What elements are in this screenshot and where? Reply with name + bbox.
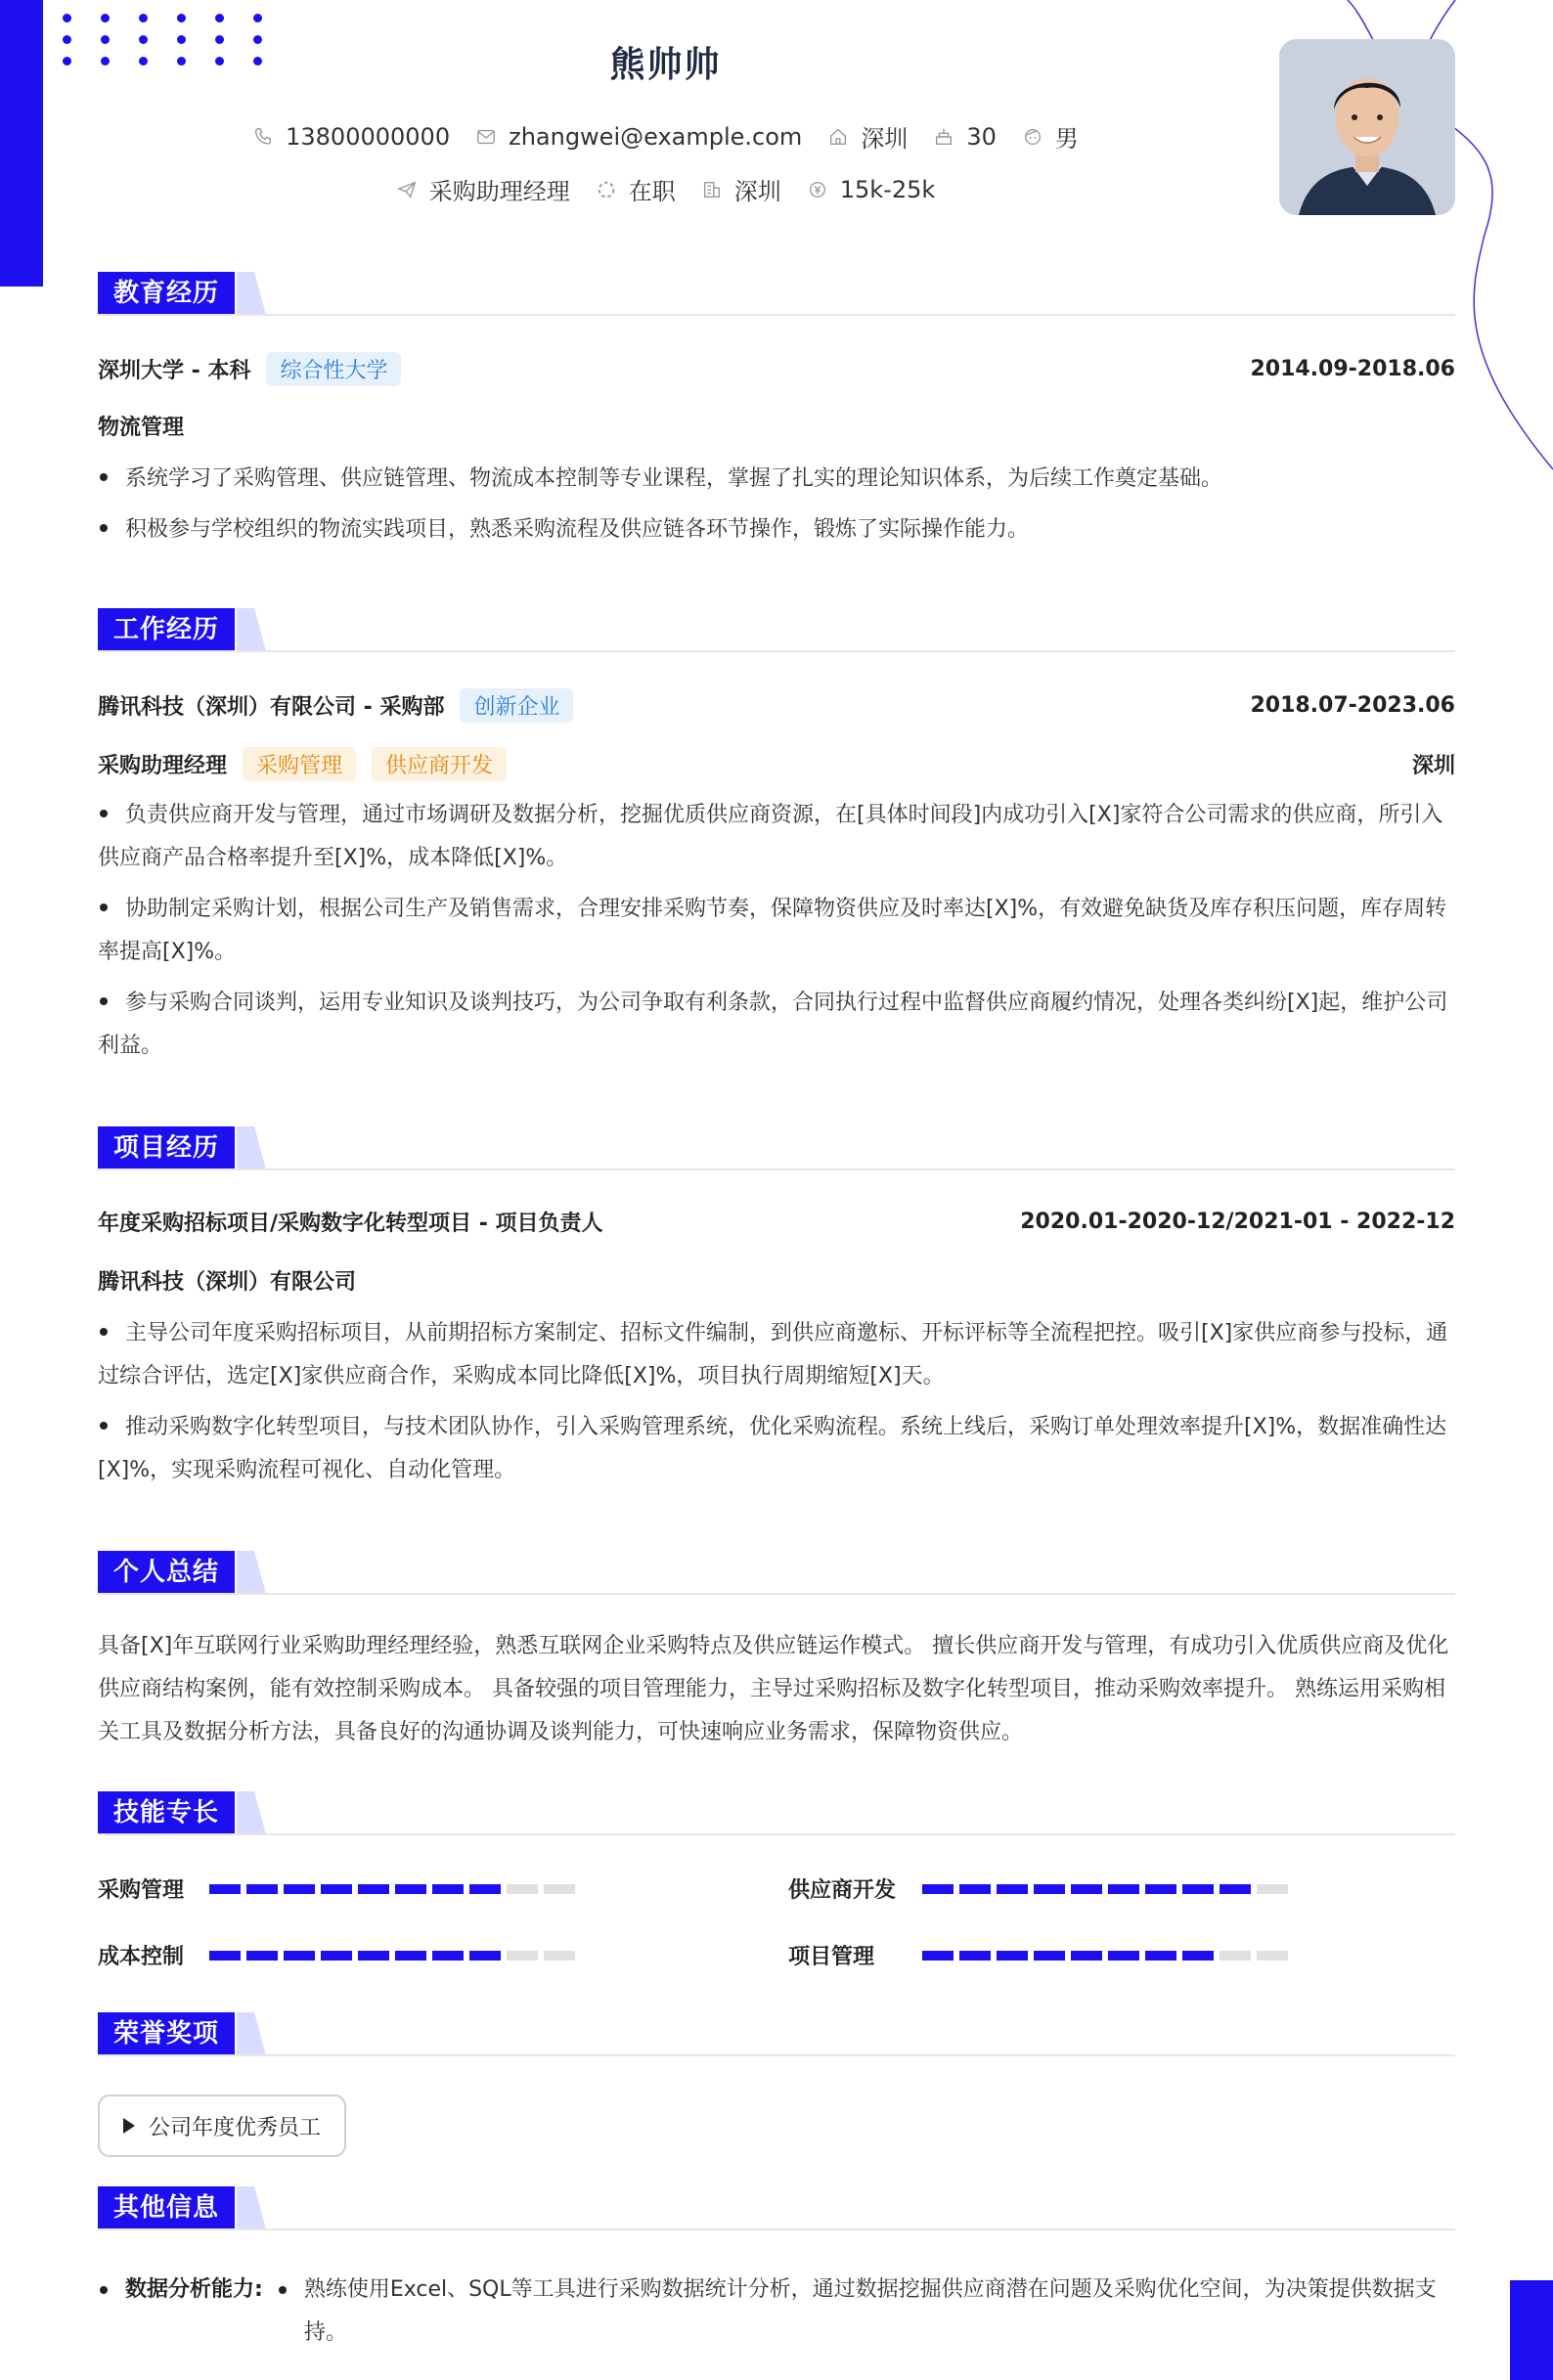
skill-level-segment bbox=[246, 1884, 278, 1894]
decorative-dot bbox=[101, 14, 110, 22]
age-item bbox=[933, 123, 997, 151]
role-name: 采购助理经理 bbox=[98, 754, 228, 778]
skill-level-segment bbox=[922, 1951, 954, 1961]
building-icon bbox=[701, 179, 723, 200]
section-title bbox=[98, 1791, 1455, 1834]
section-title-label: 技能专长 bbox=[98, 1791, 235, 1834]
section-title-accent bbox=[237, 272, 266, 315]
education-section bbox=[98, 272, 1455, 542]
phone-icon bbox=[252, 126, 274, 148]
section-divider bbox=[98, 2228, 1455, 2230]
section-title bbox=[98, 2012, 1455, 2055]
profile-photo bbox=[1279, 39, 1455, 215]
major-name: 物流管理 bbox=[98, 416, 185, 440]
status-icon bbox=[596, 179, 617, 200]
face-icon bbox=[1022, 126, 1043, 148]
skill-level-segment bbox=[1145, 1951, 1176, 1961]
section-title-label: 工作经历 bbox=[98, 608, 235, 651]
work-section bbox=[98, 608, 1455, 1058]
mail-icon bbox=[475, 126, 497, 148]
section-title bbox=[98, 2186, 1455, 2229]
skill-level-bar bbox=[922, 1884, 1288, 1894]
section-title-accent bbox=[237, 608, 266, 651]
phone-text: 13800000000 bbox=[286, 122, 451, 151]
position-text: 采购助理经理 bbox=[428, 178, 570, 205]
project-section bbox=[98, 1126, 1455, 1482]
section-title-label: 荣誉奖项 bbox=[98, 2012, 235, 2055]
skill-level-segment bbox=[284, 1884, 315, 1894]
skill-name: 成本控制 bbox=[98, 1945, 185, 1969]
status-text: 在职 bbox=[628, 178, 676, 205]
section-divider bbox=[98, 1593, 1455, 1595]
status-item bbox=[596, 172, 676, 206]
project-company: 腾讯科技（深圳）有限公司 bbox=[98, 1270, 357, 1295]
section-title-accent bbox=[237, 2186, 266, 2229]
phone-item bbox=[252, 123, 450, 151]
summary-text: 具备[X]年互联网行业采购助理经理经验，熟悉互联网企业采购特点及供应链运作模式。 擅长供应商开发与管理，有成功引入优质供应商及优化供应商结构案例，能有效控制采购成本。 具备较强的项目管理能力，主导过采购招标及数字化转型项目，推动采购效率提升。 熟练运用采购相关工具及数据分析方法，具备良好的沟通协调及谈判能力，可快速响应业务需求，保障物资供应。 bbox=[98, 1634, 1449, 1744]
skill-level-segment bbox=[321, 1884, 352, 1894]
decorative-dot bbox=[63, 35, 71, 44]
cake-icon bbox=[933, 126, 954, 148]
skill-item bbox=[788, 1873, 1288, 1904]
salary-item bbox=[807, 176, 936, 203]
age-text: 30 bbox=[966, 122, 997, 151]
skill-level-segment bbox=[507, 1951, 538, 1961]
list-item: 系统学习了采购管理、供应链管理、物流成本控制等专业课程，掌握了扎实的理论知识体系，为后续工作奠定基础。 bbox=[98, 458, 1455, 501]
decorative-dot bbox=[253, 14, 262, 22]
skill-level-segment bbox=[209, 1951, 241, 1961]
section-title bbox=[98, 272, 1455, 315]
other-info-item bbox=[98, 2269, 1455, 2355]
role-tag: 供应商开发 bbox=[372, 747, 507, 781]
play-icon bbox=[123, 2118, 135, 2134]
skill-level-segment bbox=[507, 1884, 538, 1894]
skill-level-segment bbox=[1108, 1884, 1139, 1894]
skill-name: 采购管理 bbox=[98, 1878, 185, 1903]
section-divider bbox=[98, 2054, 1455, 2056]
decorative-dot bbox=[177, 14, 186, 22]
education-bullets bbox=[98, 458, 1455, 559]
skill-level-segment bbox=[1071, 1951, 1102, 1961]
skill-level-segment bbox=[432, 1951, 464, 1961]
section-divider bbox=[98, 1833, 1455, 1835]
city-item bbox=[827, 119, 908, 154]
skill-level-segment bbox=[469, 1884, 501, 1894]
email-item bbox=[475, 123, 802, 151]
skill-level-segment bbox=[1182, 1951, 1214, 1961]
section-title-label: 个人总结 bbox=[98, 1551, 235, 1594]
summary-section bbox=[98, 1551, 1455, 1744]
decorative-dot bbox=[139, 14, 148, 22]
project-bullets bbox=[98, 1312, 1455, 1500]
salary-text: 15k-25k bbox=[839, 175, 936, 203]
skill-name: 供应商开发 bbox=[788, 1878, 897, 1903]
section-title-label: 教育经历 bbox=[98, 272, 235, 315]
decorative-dot bbox=[63, 14, 71, 22]
skill-level-segment bbox=[358, 1884, 389, 1894]
skill-level-segment bbox=[469, 1951, 501, 1961]
skill-level-segment bbox=[395, 1951, 426, 1961]
decorative-dot bbox=[63, 57, 71, 66]
skill-level-segment bbox=[922, 1884, 954, 1894]
coin-icon bbox=[807, 179, 828, 200]
list-item: 负责供应商开发与管理，通过市场调研及数据分析，挖掘优质供应商资源，在[具体时间段]内成功引入[X]家符合公司需求的供应商，所引入供应商产品合格率提升至[X]%，成本降低[X]%。 bbox=[98, 803, 1443, 870]
list-item: 参与采购合同谈判，运用专业知识及谈判技巧，为公司争取有利条款，合同执行过程中监督供应商履约情况，处理各类纠纷[X]起，维护公司利益。 bbox=[98, 991, 1448, 1058]
skill-level-segment bbox=[997, 1951, 1028, 1961]
skill-level-segment bbox=[1220, 1884, 1251, 1894]
skill-level-segment bbox=[959, 1884, 991, 1894]
section-title bbox=[98, 1551, 1455, 1594]
work-header-row bbox=[98, 688, 1455, 723]
school-tag: 综合性大学 bbox=[266, 352, 401, 386]
skill-level-bar bbox=[209, 1884, 575, 1894]
section-title-accent bbox=[237, 1551, 266, 1594]
job-intent-row bbox=[98, 172, 1233, 206]
role-row bbox=[98, 747, 1455, 781]
contact-row bbox=[98, 119, 1233, 154]
award-item bbox=[98, 2094, 346, 2157]
target-city-item bbox=[701, 172, 781, 206]
skill-level-segment bbox=[1182, 1884, 1214, 1894]
skill-item bbox=[788, 1940, 1288, 1970]
send-icon bbox=[396, 179, 418, 200]
target-city-text: 深圳 bbox=[733, 178, 781, 205]
work-period: 2018.07-2023.06 bbox=[1250, 693, 1455, 718]
project-name: 年度采购招标项目/采购数字化转型项目 - 项目负责人 bbox=[98, 1212, 603, 1236]
skill-level-segment bbox=[1108, 1951, 1139, 1961]
section-title bbox=[98, 608, 1455, 651]
gender-text: 男 bbox=[1054, 125, 1079, 153]
section-title-label: 项目经历 bbox=[98, 1126, 235, 1169]
list-item: 主导公司年度采购招标项目，从前期招标方案制定、招标文件编制，到供应商邀标、开标评标等全流程把控。吸引[X]家供应商参与投标，通过综合评估，选定[X]家供应商合作，采购成本同比降低[X]%，项目执行周期缩短[X]天。 bbox=[98, 1321, 1448, 1388]
position-item bbox=[396, 172, 570, 206]
company-tag: 创新企业 bbox=[460, 688, 573, 723]
skill-level-segment bbox=[209, 1884, 241, 1894]
skill-level-segment bbox=[246, 1951, 278, 1961]
skill-level-segment bbox=[321, 1951, 352, 1961]
section-title-accent bbox=[237, 1791, 266, 1834]
school-name: 深圳大学 - 本科 bbox=[98, 359, 251, 383]
skill-level-bar bbox=[922, 1951, 1288, 1961]
section-title-accent bbox=[237, 2012, 266, 2055]
role-tag: 采购管理 bbox=[243, 747, 356, 781]
skill-level-segment bbox=[358, 1951, 389, 1961]
skills-section bbox=[98, 1791, 1455, 1967]
section-title-label: 其他信息 bbox=[98, 2186, 235, 2229]
list-item: 积极参与学校组织的物流实践项目，熟悉采购流程及供应链各环节操作，锻炼了实际操作能力。 bbox=[98, 508, 1455, 551]
skill-level-segment bbox=[544, 1951, 575, 1961]
section-divider bbox=[98, 314, 1455, 316]
skill-name: 项目管理 bbox=[788, 1945, 875, 1969]
education-period: 2014.09-2018.06 bbox=[1250, 357, 1455, 381]
award-name: 公司年度优秀员工 bbox=[149, 2115, 322, 2140]
list-item: 推动采购数字化转型项目，与技术团队协作，引入采购管理系统，优化采购流程。系统上线后，采购订单处理效率提升[X]%，数据准确性达[X]%，实现采购流程可视化、自动化管理。 bbox=[98, 1415, 1447, 1482]
list-item: 协助制定采购计划，根据公司生产及销售需求，合理安排采购节奏，保障物资供应及时率达[X]%，有效避免缺货及库存积压问题，库存周转率提高[X]%。 bbox=[98, 897, 1447, 964]
decorative-dot bbox=[215, 14, 224, 22]
skill-level-segment bbox=[395, 1884, 426, 1894]
decorative-bar-right bbox=[1510, 2280, 1553, 2380]
skill-level-segment bbox=[1257, 1884, 1288, 1894]
skill-item bbox=[98, 1873, 575, 1904]
other-section bbox=[98, 2186, 1455, 2362]
skill-item bbox=[98, 1940, 575, 1970]
skill-level-segment bbox=[997, 1884, 1028, 1894]
skill-level-segment bbox=[284, 1951, 315, 1961]
home-icon bbox=[827, 126, 849, 148]
awards-section bbox=[98, 2012, 1455, 2159]
work-bullets bbox=[98, 794, 1455, 1076]
section-title-accent bbox=[237, 1126, 266, 1169]
city-text: 深圳 bbox=[861, 125, 909, 153]
email-text: zhangwei@example.com bbox=[509, 122, 803, 151]
skill-level-segment bbox=[1071, 1884, 1102, 1894]
section-divider bbox=[98, 650, 1455, 652]
section-divider bbox=[98, 1168, 1455, 1170]
skill-level-segment bbox=[1220, 1951, 1251, 1961]
major-row bbox=[98, 411, 1455, 441]
skill-level-bar bbox=[209, 1951, 575, 1961]
company-name: 腾讯科技（深圳）有限公司 - 采购部 bbox=[98, 695, 445, 720]
skill-level-segment bbox=[544, 1884, 575, 1894]
skill-level-segment bbox=[1034, 1951, 1065, 1961]
work-location: 深圳 bbox=[1411, 754, 1455, 778]
skill-level-segment bbox=[1257, 1951, 1288, 1961]
project-period: 2020.01-2020-12/2021-01 - 2022-12 bbox=[1020, 1210, 1455, 1234]
decorative-bar-left bbox=[0, 0, 43, 286]
skill-level-segment bbox=[432, 1884, 464, 1894]
skill-level-segment bbox=[1034, 1884, 1065, 1894]
candidate-name: 熊帅帅 bbox=[609, 45, 722, 85]
project-company-row bbox=[98, 1265, 1455, 1296]
project-header-row bbox=[98, 1207, 1455, 1237]
education-header-row bbox=[98, 352, 1455, 386]
skill-level-segment bbox=[1145, 1884, 1176, 1894]
other-info-label: 数据分析能力: bbox=[125, 2277, 263, 2302]
other-info-text: 熟练使用Excel、SQL等工具进行采购数据统计分析，通过数据挖掘供应商潜在问题及采购优化空间，为决策提供数据支持。 bbox=[303, 2277, 1437, 2345]
section-title bbox=[98, 1126, 1455, 1169]
gender-item bbox=[1022, 119, 1079, 154]
skill-level-segment bbox=[959, 1951, 991, 1961]
